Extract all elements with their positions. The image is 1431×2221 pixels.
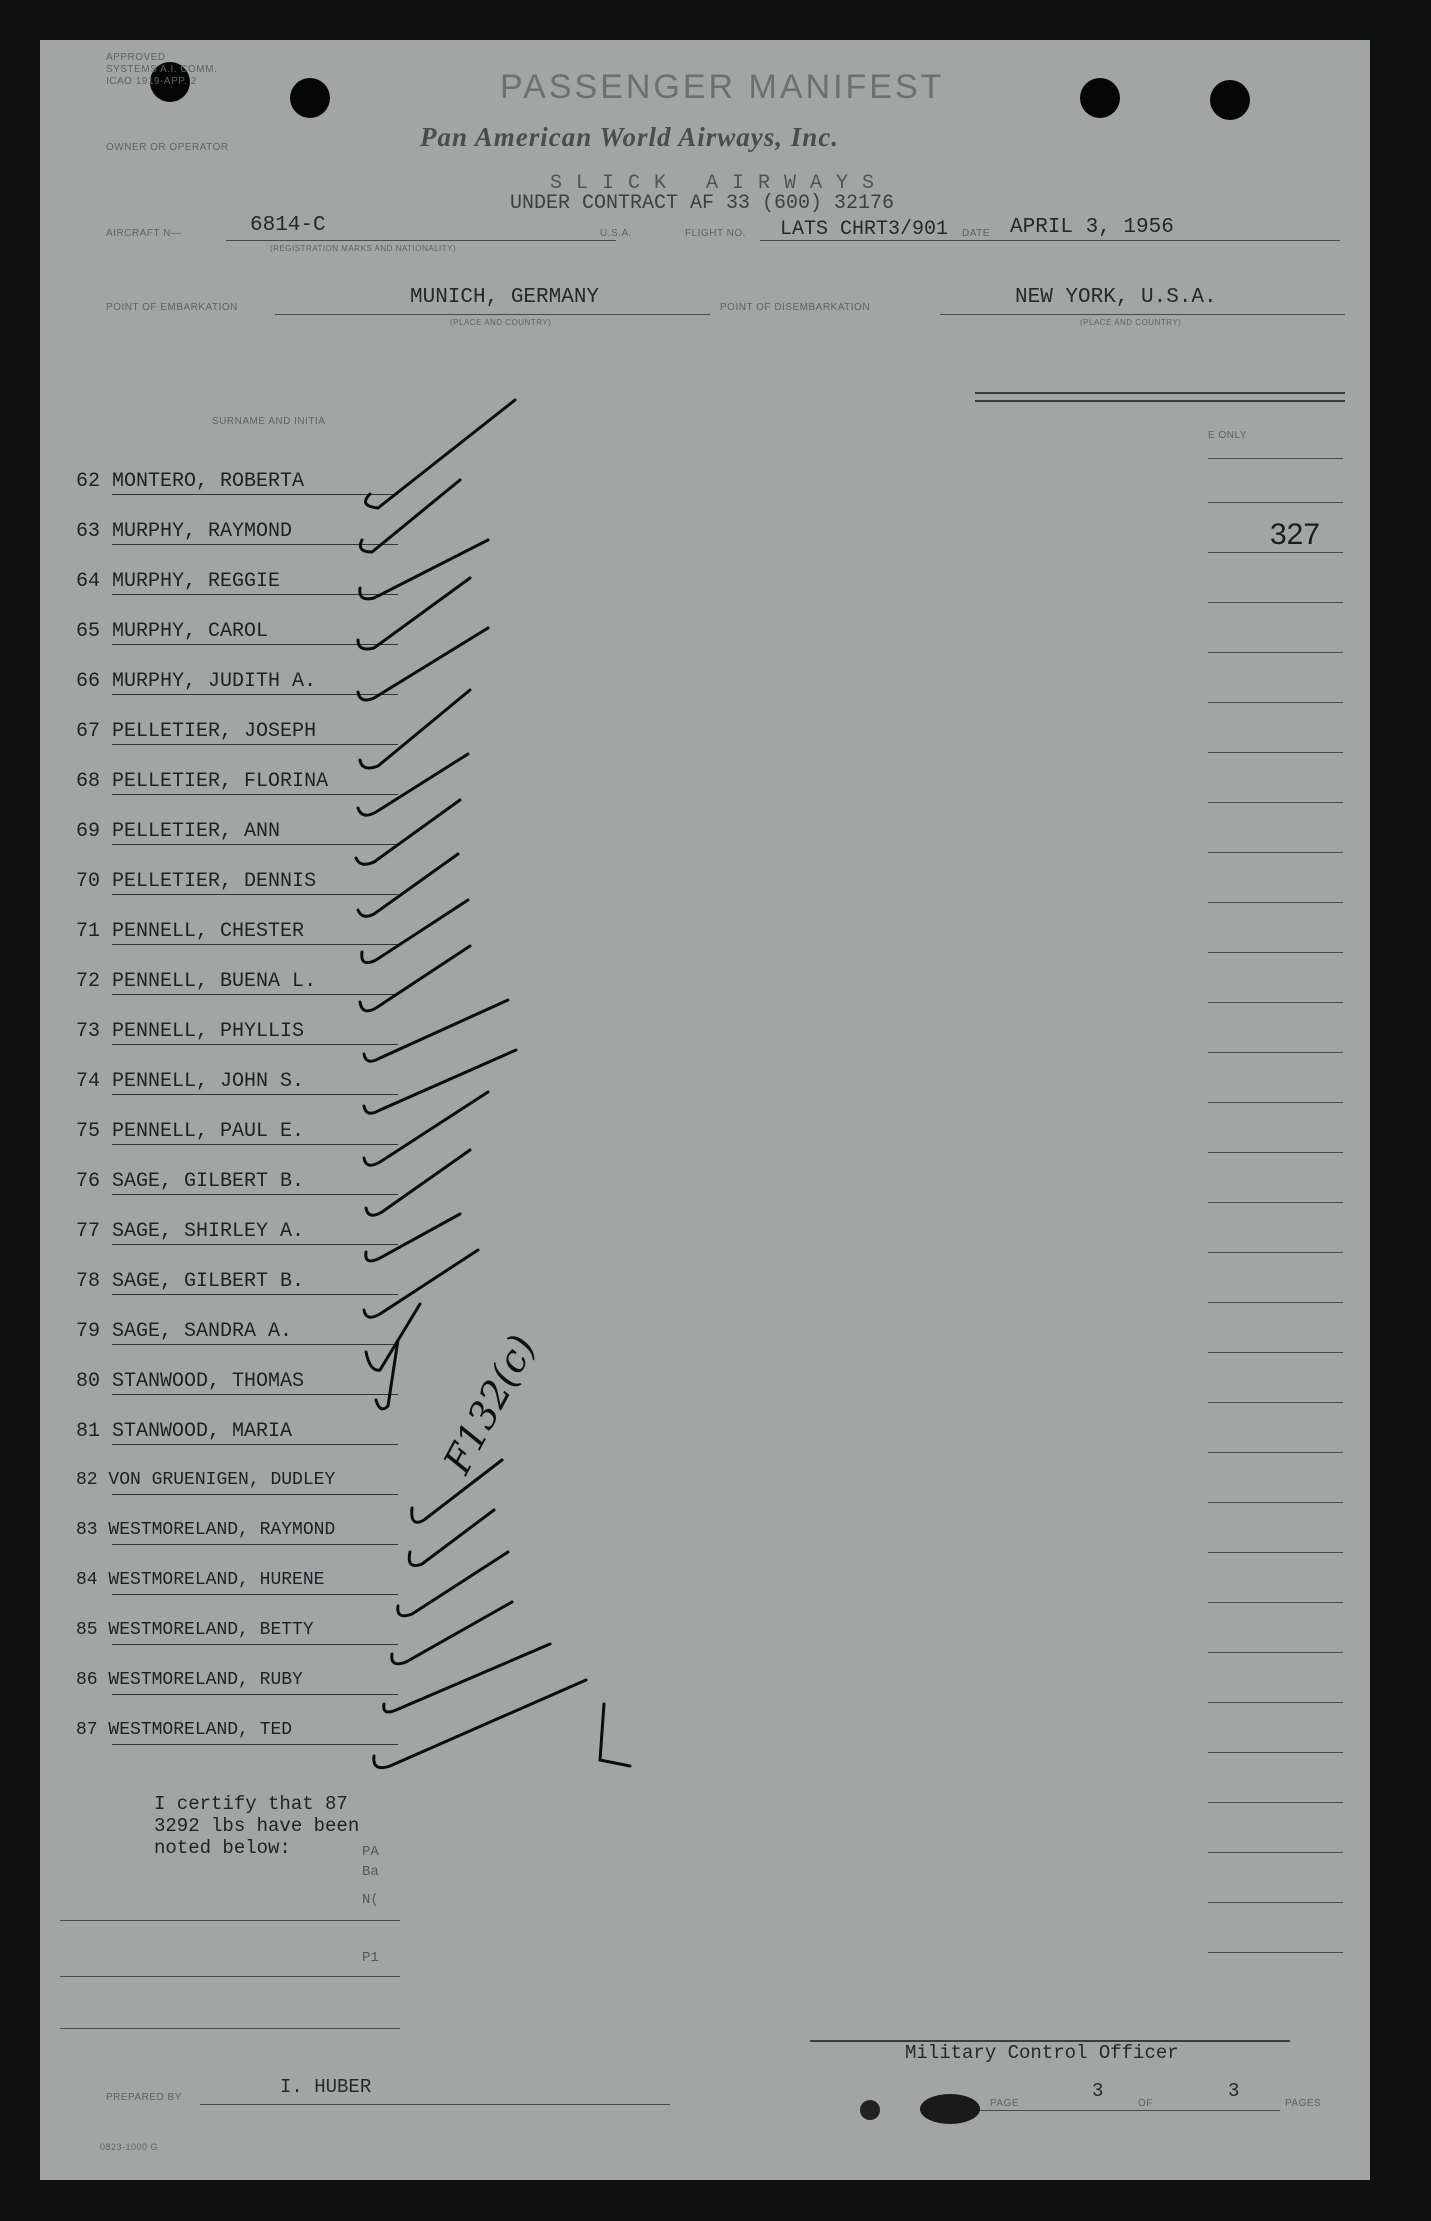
passenger-entry: 85 WESTMORELAND, BETTY <box>76 1620 314 1640</box>
use-only-rule <box>1208 1502 1343 1503</box>
approval-line: SYSTEMS A.I. COMM. <box>106 64 218 75</box>
check-mark-icon <box>384 1644 550 1712</box>
use-only-rule <box>1208 1302 1343 1303</box>
use-only-rule <box>1208 702 1343 703</box>
passenger-row <box>76 960 398 1010</box>
passenger-entry: 84 WESTMORELAND, HURENE <box>76 1570 325 1590</box>
use-only-rule <box>1208 1052 1343 1053</box>
use-only-rule <box>1208 1152 1343 1153</box>
embark-label: POINT OF EMBARKATION <box>106 302 238 313</box>
prepared-by-rule <box>200 2104 670 2105</box>
passenger-row <box>76 460 398 510</box>
certification-fragment: Ba <box>362 1864 379 1880</box>
ink-smudge <box>860 2100 880 2120</box>
manifest-sheet <box>40 40 1370 2180</box>
embark-place: MUNICH, GERMANY <box>410 286 600 309</box>
use-only-rule <box>1208 1652 1343 1653</box>
use-only-rule <box>1208 1702 1343 1703</box>
passenger-row <box>76 1510 398 1560</box>
passenger-entry: 64 MURPHY, REGGIE <box>76 570 281 593</box>
passenger-entry: 87 WESTMORELAND, TED <box>76 1720 293 1740</box>
use-only-rule <box>1208 1802 1343 1803</box>
passenger-entry: 63 MURPHY, RAYMOND <box>76 520 293 543</box>
use-only-rule <box>1208 1452 1343 1453</box>
use-only-rule <box>1208 1552 1343 1553</box>
check-mark-icon <box>374 1680 586 1768</box>
passenger-row <box>76 810 398 860</box>
passenger-count: 327 <box>1270 518 1321 551</box>
handwritten-note: F132(c) <box>435 1327 545 1481</box>
use-only-rule <box>1208 802 1343 803</box>
passenger-entry: 77 SAGE, SHIRLEY A. <box>76 1220 305 1243</box>
passenger-row <box>76 510 398 560</box>
passenger-entry: 74 PENNELL, JOHN S. <box>76 1070 305 1093</box>
date-label: DATE <box>962 228 990 239</box>
usa-label: U.S.A. <box>600 228 632 239</box>
use-only-rule <box>1208 952 1343 953</box>
name-column-header: SURNAME AND INITIA <box>212 416 326 427</box>
flight-rule <box>760 240 1340 241</box>
use-only-rule <box>1208 1902 1343 1903</box>
passenger-entry: 69 PELLETIER, ANN <box>76 820 281 843</box>
certification-fragment: P1 <box>362 1950 379 1966</box>
aircraft-label: AIRCRAFT N— <box>106 228 182 239</box>
check-mark-icon <box>392 1602 512 1664</box>
use-only-rule <box>1208 1752 1343 1753</box>
passenger-row <box>76 1060 398 1110</box>
passenger-entry: 71 PENNELL, CHESTER <box>76 920 305 943</box>
use-only-rule <box>1208 1102 1343 1103</box>
use-only-column-header: E ONLY <box>1208 430 1247 441</box>
certification-line: 3292 lbs have been <box>154 1815 360 1837</box>
passenger-entry: 70 PELLETIER, DENNIS <box>76 870 317 893</box>
passenger-row <box>76 760 398 810</box>
passenger-row <box>76 560 398 610</box>
approval-line: APPROVED <box>106 52 166 63</box>
passenger-row <box>76 860 398 910</box>
passenger-entry: 78 SAGE, GILBERT B. <box>76 1270 305 1293</box>
passenger-row <box>76 1560 398 1610</box>
use-only-rule <box>1208 652 1343 653</box>
aircraft-rule <box>226 240 616 241</box>
passenger-row <box>76 1260 398 1310</box>
use-only-rule <box>1208 1852 1343 1853</box>
aircraft-number: 6814-C <box>250 214 326 237</box>
passenger-row <box>76 1360 398 1410</box>
use-only-rule <box>1208 1202 1343 1203</box>
passenger-row <box>76 660 398 710</box>
form-title: PASSENGER MANIFEST <box>500 68 945 106</box>
punch-hole <box>290 78 330 118</box>
total-pages: 3 <box>1228 2080 1240 2102</box>
use-only-rule <box>1208 1252 1343 1253</box>
page-number: 3 <box>1092 2080 1104 2102</box>
punch-hole <box>1080 78 1120 118</box>
passenger-row <box>76 1410 398 1460</box>
use-only-rule <box>1208 502 1343 503</box>
prepared-by-name: I. HUBER <box>280 2076 372 2098</box>
prepared-by-label: PREPARED BY <box>106 2092 182 2103</box>
passenger-entry: 83 WESTMORELAND, RAYMOND <box>76 1520 336 1540</box>
page-rule <box>940 2110 1280 2111</box>
passenger-entry: 68 PELLETIER, FLORINA <box>76 770 329 793</box>
embark-rule <box>275 314 710 315</box>
flight-date: APRIL 3, 1956 <box>1010 216 1174 239</box>
carrier-contract: UNDER CONTRACT AF 33 (600) 32176 <box>510 192 895 215</box>
use-only-rule <box>1208 1402 1343 1403</box>
passenger-row <box>76 1660 398 1710</box>
passenger-entry: 66 MURPHY, JUDITH A. <box>76 670 317 693</box>
passenger-entry: 75 PENNELL, PAUL E. <box>76 1120 305 1143</box>
officer-title: Military Control Officer <box>905 2042 1179 2064</box>
passenger-row <box>76 1460 398 1510</box>
table-top-rule <box>975 392 1345 394</box>
aircraft-caption: (REGISTRATION MARKS AND NATIONALITY) <box>270 244 457 253</box>
passenger-row <box>76 610 398 660</box>
use-only-rule <box>1208 752 1343 753</box>
use-only-rule <box>1208 1952 1343 1953</box>
passenger-row <box>76 1160 398 1210</box>
check-mark-icon <box>398 1552 508 1616</box>
certification-line: I certify that 87 <box>154 1793 348 1815</box>
table-top-rule <box>975 400 1345 402</box>
operator-name: Pan American World Airways, Inc. <box>420 122 840 152</box>
use-only-rule <box>1208 1002 1343 1003</box>
passenger-row <box>76 1610 398 1660</box>
certification-fragment: PA <box>362 1844 379 1860</box>
passenger-row <box>76 910 398 960</box>
passenger-entry: 62 MONTERO, ROBERTA <box>76 470 305 493</box>
certification-rule <box>60 2028 400 2029</box>
passenger-entry: 82 VON GRUENIGEN, DUDLEY <box>76 1470 336 1490</box>
passenger-entry: 73 PENNELL, PHYLLIS <box>76 1020 305 1043</box>
owner-label: OWNER OR OPERATOR <box>106 142 229 153</box>
of-label: OF <box>1138 2098 1153 2109</box>
disembark-place: NEW YORK, U.S.A. <box>1015 286 1217 309</box>
passenger-row <box>76 710 398 760</box>
passenger-entry: 72 PENNELL, BUENA L. <box>76 970 317 993</box>
passenger-entry: 80 STANWOOD, THOMAS <box>76 1370 305 1393</box>
use-only-rule <box>1208 458 1343 459</box>
punch-hole <box>1210 80 1250 120</box>
passenger-row <box>76 1710 398 1760</box>
passenger-row <box>76 1010 398 1060</box>
passenger-row <box>76 1110 398 1160</box>
certification-rule <box>60 1976 400 1977</box>
disembark-caption: (PLACE AND COUNTRY) <box>1080 318 1182 327</box>
certification-line: noted below: <box>154 1837 291 1859</box>
use-only-rule <box>1208 552 1343 553</box>
check-mark-icon <box>409 1510 494 1566</box>
passenger-row <box>76 1210 398 1260</box>
page-label: PAGE <box>990 2098 1020 2109</box>
passenger-entry: 81 STANWOOD, MARIA <box>76 1420 293 1443</box>
embark-caption: (PLACE AND COUNTRY) <box>450 318 552 327</box>
use-only-rule <box>1208 1352 1343 1353</box>
pages-label: PAGES <box>1285 2098 1322 2109</box>
disembark-rule <box>940 314 1345 315</box>
carrier-name: SLICK AIRWAYS <box>550 172 889 195</box>
passenger-entry: 67 PELLETIER, JOSEPH <box>76 720 317 743</box>
use-only-rule <box>1208 852 1343 853</box>
disembark-label: POINT OF DISEMBARKATION <box>720 302 871 313</box>
certification-fragment: N( <box>362 1892 379 1908</box>
passenger-entry: 79 SAGE, SANDRA A. <box>76 1320 293 1343</box>
use-only-rule <box>1208 1602 1343 1603</box>
passenger-entry: 65 MURPHY, CAROL <box>76 620 269 643</box>
use-only-rule <box>1208 902 1343 903</box>
flight-label: FLIGHT NO. <box>685 228 746 239</box>
approval-line: ICAO 1919-APP. 2 <box>106 76 197 87</box>
certification-rule <box>60 1920 400 1921</box>
use-only-rule <box>1208 602 1343 603</box>
ink-smudge <box>920 2094 980 2124</box>
flight-number: LATS CHRT3/901 <box>780 218 949 241</box>
form-code: 0823-1000 G <box>100 2142 159 2152</box>
passenger-entry: 86 WESTMORELAND, RUBY <box>76 1670 303 1690</box>
check-mark-icon <box>600 1704 630 1766</box>
passenger-entry: 76 SAGE, GILBERT B. <box>76 1170 305 1193</box>
passenger-row <box>76 1310 398 1360</box>
